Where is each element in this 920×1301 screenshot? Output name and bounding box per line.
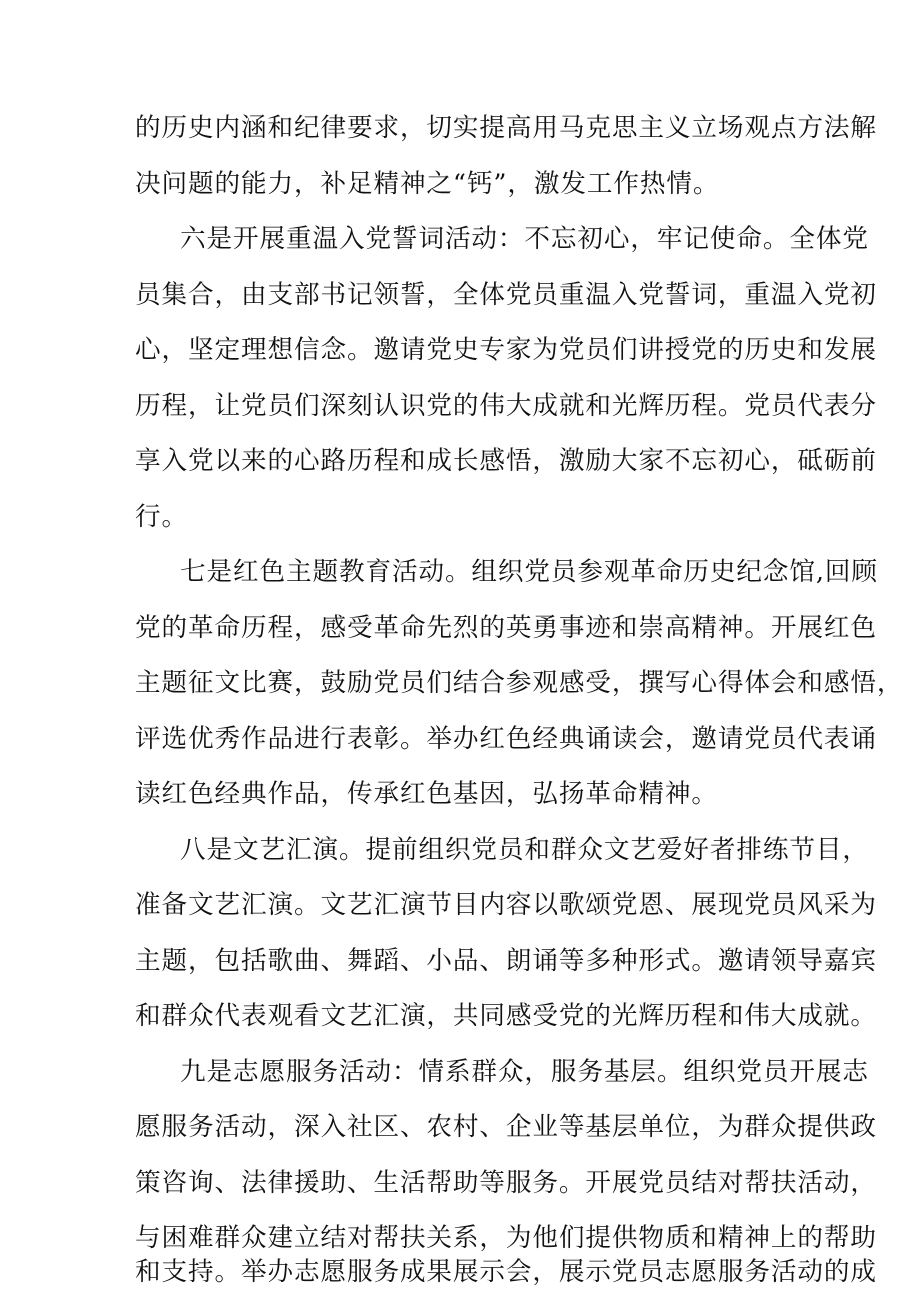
text-line: 愿服务活动，深入社区、农村、企业等基层单位，为群众提供政 (135, 1112, 877, 1142)
text-line: 读红色经典作品，传承红色基因，弘扬革命精神。 (135, 779, 718, 809)
text-line: 与困难群众建立结对帮扶关系，为他们提供物质和精神上的帮助 (135, 1223, 877, 1253)
text-line: 员集合，由支部书记领誓，全体党员重温入党誓词，重温入党初 (135, 280, 877, 310)
text-line: 策咨询、法律援助、生活帮助等服务。开展党员结对帮扶活动， (135, 1168, 877, 1198)
paragraph-first-line: 九是志愿服务活动：情系群众，服务基层。组织党员开展志 (180, 1057, 869, 1087)
text-line: 党的革命历程，感受革命先烈的英勇事迹和崇高精神。开展红色 (135, 613, 877, 643)
text-line: 决问题的能力，补足精神之“钙”，激发工作热情。 (135, 169, 720, 199)
text-line: 的历史内涵和纪律要求，切实提高用马克思主义立场观点方法解 (135, 113, 877, 143)
text-line: 历程，让党员们深刻认识党的伟大成就和光辉历程。党员代表分 (135, 391, 877, 421)
text-line: 享入党以来的心路历程和成长感悟，激励大家不忘初心，砥砺前 (135, 446, 877, 476)
text-line: 行。 (135, 502, 188, 532)
text-line: 准备文艺汇演。文艺汇演节目内容以歌颂党恩、展现党员风采为 (135, 890, 877, 920)
text-line: 和支持。举办志愿服务成果展示会，展示党员志愿服务活动的成 (135, 1257, 877, 1287)
text-line: 主题征文比赛，鼓励党员们结合参观感受，撰写心得体会和感悟， (135, 668, 904, 698)
paragraph-first-line: 六是开展重温入党誓词活动：不忘初心，牢记使命。全体党 (180, 224, 869, 254)
text-line: 心，坚定理想信念。邀请党史专家为党员们讲授党的历史和发展 (135, 335, 877, 365)
text-line: 评选优秀作品进行表彰。举办红色经典诵读会，邀请党员代表诵 (135, 724, 877, 754)
text-line: 主题，包括歌曲、舞蹈、小品、朗诵等多种形式。邀请领导嘉宾 (135, 946, 877, 976)
text-line: 和群众代表观看文艺汇演，共同感受党的光辉历程和伟大成就。 (135, 1001, 877, 1031)
paragraph-first-line: 八是文艺汇演。提前组织党员和群众文艺爱好者排练节目， (180, 835, 869, 865)
paragraph-first-line: 七是红色主题教育活动。组织党员参观革命历史纪念馆,回顾 (180, 557, 878, 587)
